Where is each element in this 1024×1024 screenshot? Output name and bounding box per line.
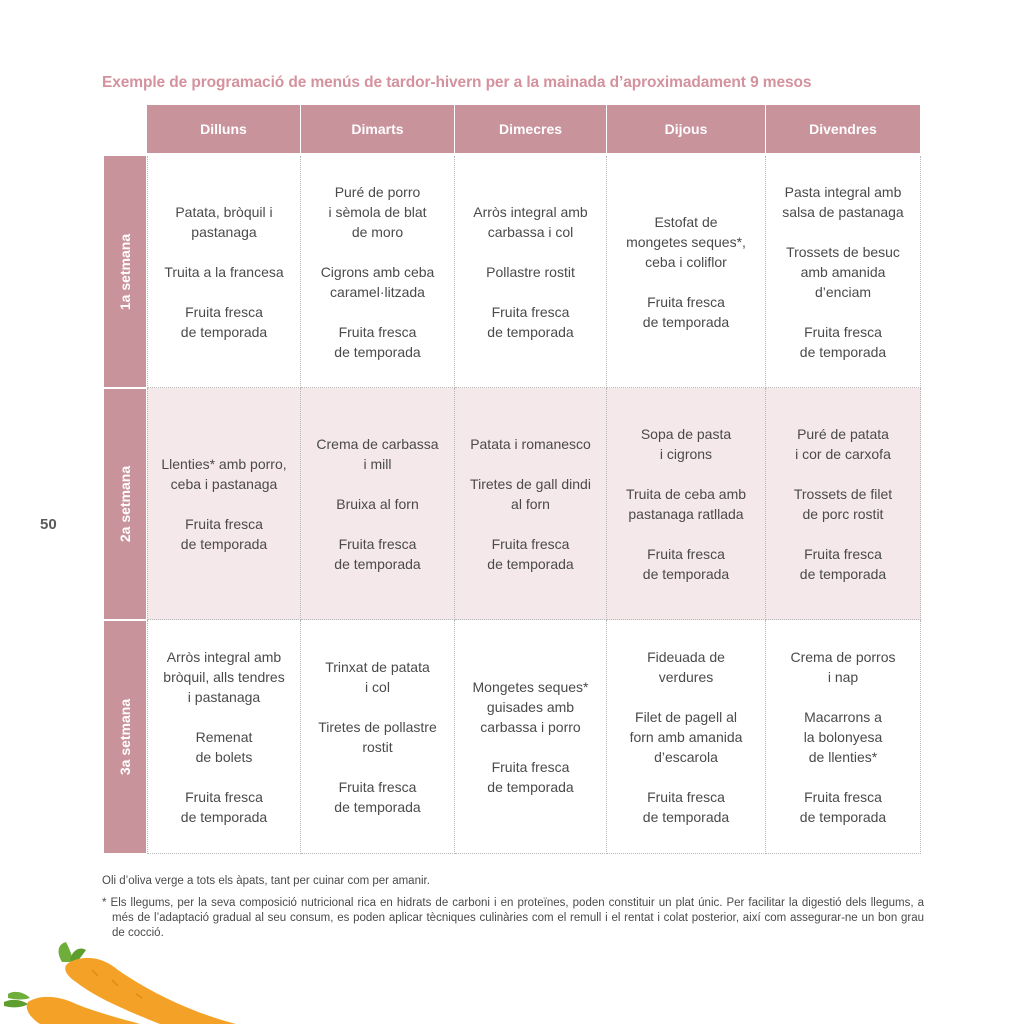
week-label-3 — [104, 621, 146, 853]
week-label-3-text: 3a setmana — [117, 698, 133, 776]
menu-item: Puré de patata i cor de carxofa — [795, 425, 891, 462]
menu-cell — [766, 156, 921, 388]
menu-item: Patata, bròquil i pastanaga — [175, 203, 273, 240]
menu-item: Crema de carbassa i mill — [316, 435, 439, 472]
menu-item: Tiretes de pollastre rostit — [318, 718, 437, 755]
menu-cell — [147, 620, 301, 854]
menu-item: Fruita fresca de temporada — [334, 323, 421, 360]
menu-cell — [766, 620, 921, 854]
menu-item: Fruita fresca de temporada — [334, 778, 421, 815]
footnotes — [102, 874, 924, 941]
week-label-1-text: 1a setmana — [117, 233, 133, 310]
menu-item: Fideuada de verdures — [647, 648, 725, 685]
menu-item: Puré de porro i sèmola de blat de moro — [328, 183, 427, 240]
menu-cell — [766, 388, 921, 620]
menu-item: Llenties* amb porro, ceba i pastanaga — [161, 455, 287, 492]
menu-item: Fruita fresca de temporada — [642, 545, 730, 582]
menu-item: Estofat de mongetes seques*, ceba i coliflor — [626, 213, 746, 270]
menu-item: Trossets de besuc amb amanida d’enciam — [786, 243, 900, 300]
menu-item: Truita de ceba amb pastanaga ratllada — [625, 485, 747, 522]
menu-cell — [301, 388, 455, 620]
day-header-thursday: Dijous — [607, 105, 765, 153]
carrot-illustration — [0, 940, 240, 1024]
week-label-2 — [104, 389, 146, 619]
menu-item: Arròs integral amb bròquil, alls tendres i pastanaga — [163, 648, 285, 705]
menu-item: Patata i romanesco — [470, 435, 591, 452]
menu-item: Trinxat de patata i col — [325, 658, 430, 695]
legumes-note: * Els llegums, per la seva composició nutricional rica en hidrats de carboni i en proteïnes, poden constituir un plat únic. Per facilitar la digestió dels llegums, a més de l’adaptació gradual al seu consum, es poden aplicar tècniques culinàries com el remull i el rentat i colat posterior, així com assegurar-ne un bon grau de cocció. — [102, 897, 924, 939]
menu-item: Fruita fresca de temporada — [180, 303, 268, 340]
menu-item: Fruita fresca de temporada — [799, 323, 887, 360]
menu-item: Bruixa al forn — [336, 495, 419, 512]
menu-item: Fruita fresca de temporada — [799, 545, 887, 582]
menu-item: Fruita fresca de temporada — [642, 788, 730, 825]
menu-item: Fruita fresca de temporada — [334, 535, 421, 572]
menu-cell — [607, 388, 766, 620]
menu-item: Tiretes de gall dindi al forn — [470, 475, 591, 512]
day-header-tuesday: Dimarts — [301, 105, 454, 153]
day-header-monday: Dilluns — [147, 105, 300, 153]
menu-cell — [147, 156, 301, 388]
menu-item: Macarrons a la bolonyesa de llenties* — [803, 708, 883, 765]
menu-cell — [455, 620, 607, 854]
menu-item: Pasta integral amb salsa de pastanaga — [782, 183, 904, 220]
menu-item: Fruita fresca de temporada — [180, 788, 268, 825]
menu-cell — [147, 388, 301, 620]
menu-item: Fruita fresca de temporada — [642, 293, 730, 330]
menu-item: Truita a la francesa — [164, 263, 284, 280]
menu-item: Fruita fresca de temporada — [180, 515, 268, 552]
menu-item: Filet de pagell al forn amb amanida d’escarola — [629, 708, 743, 765]
menu-item: Pollastre rostit — [486, 263, 575, 280]
oil-note: Oli d’oliva verge a tots els àpats, tant per cuinar com per amanir. — [102, 875, 430, 887]
menu-cell — [455, 156, 607, 388]
menu-item: Trossets de filet de porc rostit — [793, 485, 893, 522]
menu-item: Mongetes seques* guisades amb carbassa i porro — [472, 678, 589, 735]
menu-item: Cigrons amb ceba caramel·litzada — [320, 263, 435, 300]
menu-item: Fruita fresca de temporada — [487, 303, 574, 340]
day-header-friday: Divendres — [766, 105, 920, 153]
menu-cell — [607, 156, 766, 388]
menu-cell — [455, 388, 607, 620]
menu-item: Fruita fresca de temporada — [487, 535, 574, 572]
page-number: 50 — [40, 516, 57, 533]
menu-item: Crema de porros i nap — [790, 648, 896, 685]
week-label-2-text: 2a setmana — [117, 465, 133, 543]
menu-item: Fruita fresca de temporada — [799, 788, 887, 825]
week-label-1 — [104, 156, 146, 387]
menu-item: Arròs integral amb carbassa i col — [473, 203, 588, 240]
day-header-wednesday: Dimecres — [455, 105, 606, 153]
menu-cell — [301, 156, 455, 388]
menu-cell — [607, 620, 766, 854]
page-title: Exemple de programació de menús de tardor-hivern per a la mainada d’aproximadament 9 mesos — [102, 74, 812, 91]
menu-item: Fruita fresca de temporada — [487, 758, 574, 795]
menu-item: Sopa de pasta i cigrons — [640, 425, 732, 462]
menu-item: Remenat de bolets — [195, 728, 253, 765]
menu-cell — [301, 620, 455, 854]
